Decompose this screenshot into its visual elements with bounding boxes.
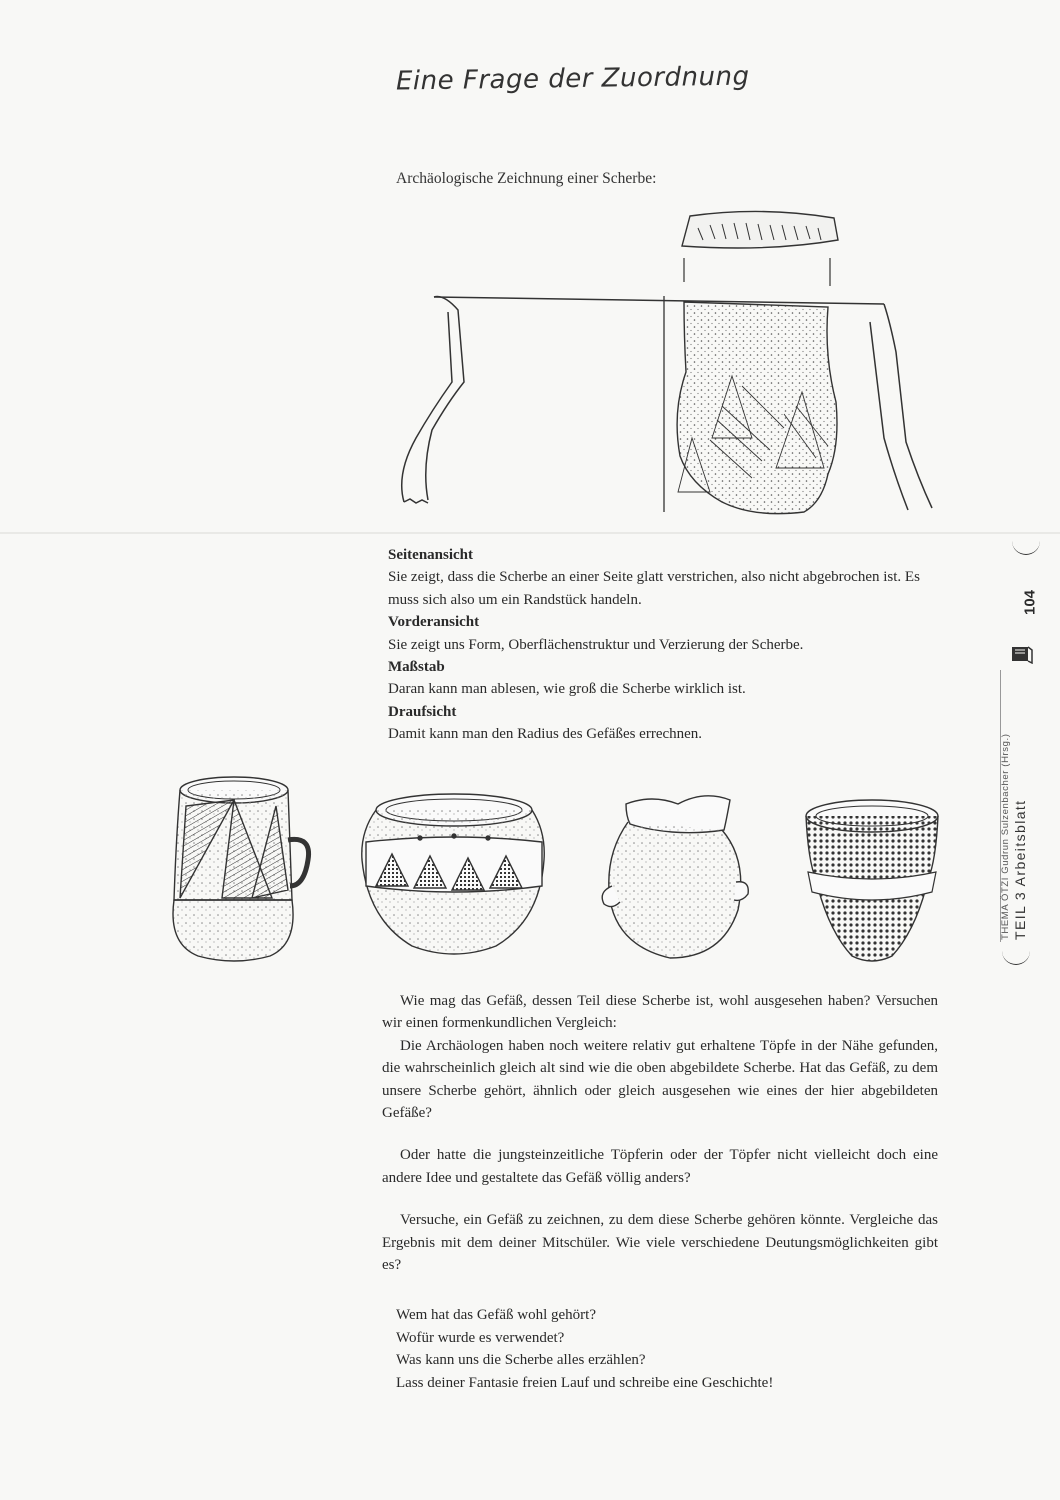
drawing-caption: Archäologische Zeichnung einer Scherbe: <box>396 170 657 187</box>
legend-description: Sie zeigt, dass die Scherbe an einer Seite glatt verstrichen, also nicht abgebrochen ist. Es muss sich also um ein Randstück handeln. <box>388 569 920 608</box>
legend-description: Sie zeigt uns Form, Oberflächenstruktur und Verzierung der Scherbe. <box>388 636 804 653</box>
guiding-questions <box>396 1304 773 1394</box>
worksheet-title: Eine Frage der Zuordnung <box>395 61 750 97</box>
tab-notch-top <box>1012 534 1040 555</box>
top-view <box>682 211 838 286</box>
book-credit: THEMA ÖTZI Gudrun Sulzenbacher (Hrsg.) <box>1000 733 1011 940</box>
comparison-vessels <box>152 760 952 980</box>
legend-term: Draufsicht <box>388 703 457 720</box>
body-paragraph: Versuche, ein Gefäß zu zeichnen, zu dem diese Scherbe gehören könnte. Vergleiche das Ergebnis mit dem deiner Mitschüler. Wie viele verschiedene Deutungsmöglichkeiten gibt es? <box>382 1212 938 1274</box>
legend-term: Seitenansicht <box>388 547 474 563</box>
body-paragraph: Die Archäologen haben noch weitere relativ gut erhaltene Töpfe in der Nähe gefunden, die wahrscheinlich gleich alt sind wie die oben abgebildete Scherbe. Hat das Gefäß, zu dem unsere Scherbe gehört, ähnlich oder gleich ausgesehen wie eines der hier abgebildeten Gefäße? <box>382 1037 938 1122</box>
tab-notch-bottom <box>1002 944 1030 965</box>
side-profile <box>402 297 932 510</box>
section-label: TEIL 3 Arbeitsblatt <box>1012 799 1028 940</box>
vessel-triangle-bowl <box>362 794 544 954</box>
legend-description: Daran kann man ablesen, wie groß die Scherbe wirklich ist. <box>388 681 746 698</box>
body-paragraph: Oder hatte die jungsteinzeitliche Töpferin oder der Töpfer nicht vielleicht doch eine andere Idee und gestaltete das Gefäß völlig anders? <box>382 1147 938 1186</box>
vessel-spouted-jar <box>602 796 748 958</box>
vessel-handled-cup <box>173 777 309 961</box>
question-line: Wem hat das Gefäß wohl gehört? <box>396 1307 596 1323</box>
book-icon <box>1010 644 1034 664</box>
question-line: Lass deiner Fantasie freien Lauf und schreibe eine Geschichte! <box>396 1374 774 1391</box>
page-number: 104 <box>1021 589 1039 616</box>
front-view <box>677 302 837 514</box>
question-line: Wofür wurde es verwendet? <box>396 1329 565 1346</box>
body-text <box>382 990 938 1276</box>
legend-term: Vorderansicht <box>388 614 480 631</box>
drawing-legend <box>388 544 948 746</box>
rim-line <box>434 297 884 304</box>
vessel-basket-beaker <box>806 800 938 961</box>
scan-fold-line <box>0 532 1060 534</box>
legend-term: Maßstab <box>388 659 445 676</box>
sherd-drawing <box>392 206 944 522</box>
body-paragraph: Wie mag das Gefäß, dessen Teil diese Scherbe ist, wohl ausgesehen haben? Versuchen wir einen formenkundlichen Vergleich: <box>382 993 938 1032</box>
question-line: Was kann uns die Scherbe alles erzählen? <box>396 1352 646 1369</box>
legend-description: Damit kann man den Radius des Gefäßes errechnen. <box>388 726 703 743</box>
